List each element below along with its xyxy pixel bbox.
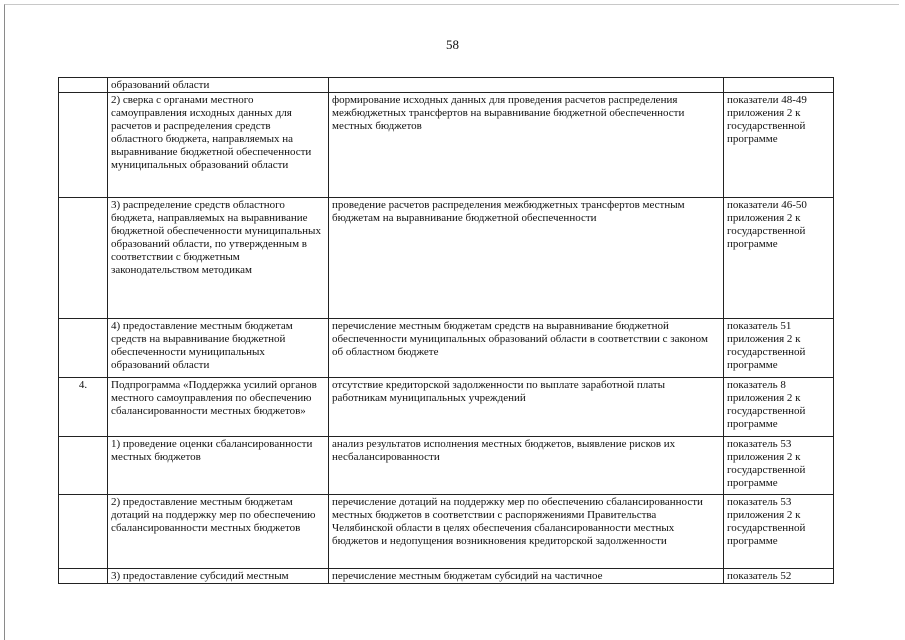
table-row xyxy=(59,569,834,584)
row-number: 4. xyxy=(59,378,108,437)
page-number: 58 xyxy=(446,37,459,52)
indicator-cell: показатель 8 приложения 2 к государственной программе xyxy=(724,378,834,437)
indicator-cell: показатель 53 приложения 2 к государственной программе xyxy=(724,495,834,569)
task-cell: 2) предоставление местным бюджетам дотаций на поддержку мер по обеспечению сбалансированности местных бюджетов xyxy=(108,495,329,569)
table-row xyxy=(59,437,834,495)
row-number xyxy=(59,198,108,319)
row-number xyxy=(59,319,108,378)
indicator-cell: показатель 51 приложения 2 к государственной программе xyxy=(724,319,834,378)
row-number xyxy=(59,569,108,584)
table-row xyxy=(59,378,834,437)
action-cell: перечисление дотаций на поддержку мер по обеспечению сбалансированности местных бюджетов в соответствии с распоряжениями Правительства Челябинской области в целях обеспечения сбалансированности местных бюджетов и недопущения возникновения кредиторской задолженности xyxy=(329,495,724,569)
action-cell: проведение расчетов распределения межбюджетных трансфертов местным бюджетам на выравнивание бюджетной обеспеченности xyxy=(329,198,724,319)
task-cell: образований области xyxy=(108,78,329,93)
table-row xyxy=(59,198,834,319)
row-number xyxy=(59,437,108,495)
table-row xyxy=(59,319,834,378)
task-cell: 1) проведение оценки сбалансированности местных бюджетов xyxy=(108,437,329,495)
task-cell: 4) предоставление местным бюджетам средств на выравнивание бюджетной обеспеченности муниципальных образований области xyxy=(108,319,329,378)
indicator-cell: показатель 53 приложения 2 к государственной программе xyxy=(724,437,834,495)
task-cell: Подпрограмма «Поддержка усилий органов местного самоуправления по обеспечению сбалансированности местных бюджетов» xyxy=(108,378,329,437)
row-number xyxy=(59,93,108,198)
action-cell: отсутствие кредиторской задолженности по выплате заработной платы работникам муниципальных учреждений xyxy=(329,378,724,437)
action-cell: формирование исходных данных для проведения расчетов распределения межбюджетных трансфертов на выравнивание бюджетной обеспеченности местных бюджетов xyxy=(329,93,724,198)
indicator-cell xyxy=(724,78,834,93)
table-row xyxy=(59,78,834,93)
task-cell: 2) сверка с органами местного самоуправления исходных данных для расчетов и распределения средств областного бюджета, направляемых на выравнивание бюджетной обеспеченности муниципальных образований области xyxy=(108,93,329,198)
row-number xyxy=(59,78,108,93)
indicator-cell: показатели 46-50 приложения 2 к государственной программе xyxy=(724,198,834,319)
task-cell: 3) распределение средств областного бюджета, направляемых на выравнивание бюджетной обеспеченности муниципальных образований области, по утвержденным в соответствии с бюджетным законодательством методикам xyxy=(108,198,329,319)
indicator-cell: показатели 48-49 приложения 2 к государственной программе xyxy=(724,93,834,198)
action-cell: перечисление местным бюджетам субсидий на частичное xyxy=(329,569,724,584)
row-number xyxy=(59,495,108,569)
program-table xyxy=(58,77,834,584)
action-cell: анализ результатов исполнения местных бюджетов, выявление рисков их несбалансированности xyxy=(329,437,724,495)
action-cell: перечисление местным бюджетам средств на выравнивание бюджетной обеспеченности муниципальных образований области в соответствии с законом об областном бюджете xyxy=(329,319,724,378)
indicator-cell: показатель 52 xyxy=(724,569,834,584)
table-row xyxy=(59,495,834,569)
action-cell xyxy=(329,78,724,93)
task-cell: 3) предоставление субсидий местным xyxy=(108,569,329,584)
table-row xyxy=(59,93,834,198)
